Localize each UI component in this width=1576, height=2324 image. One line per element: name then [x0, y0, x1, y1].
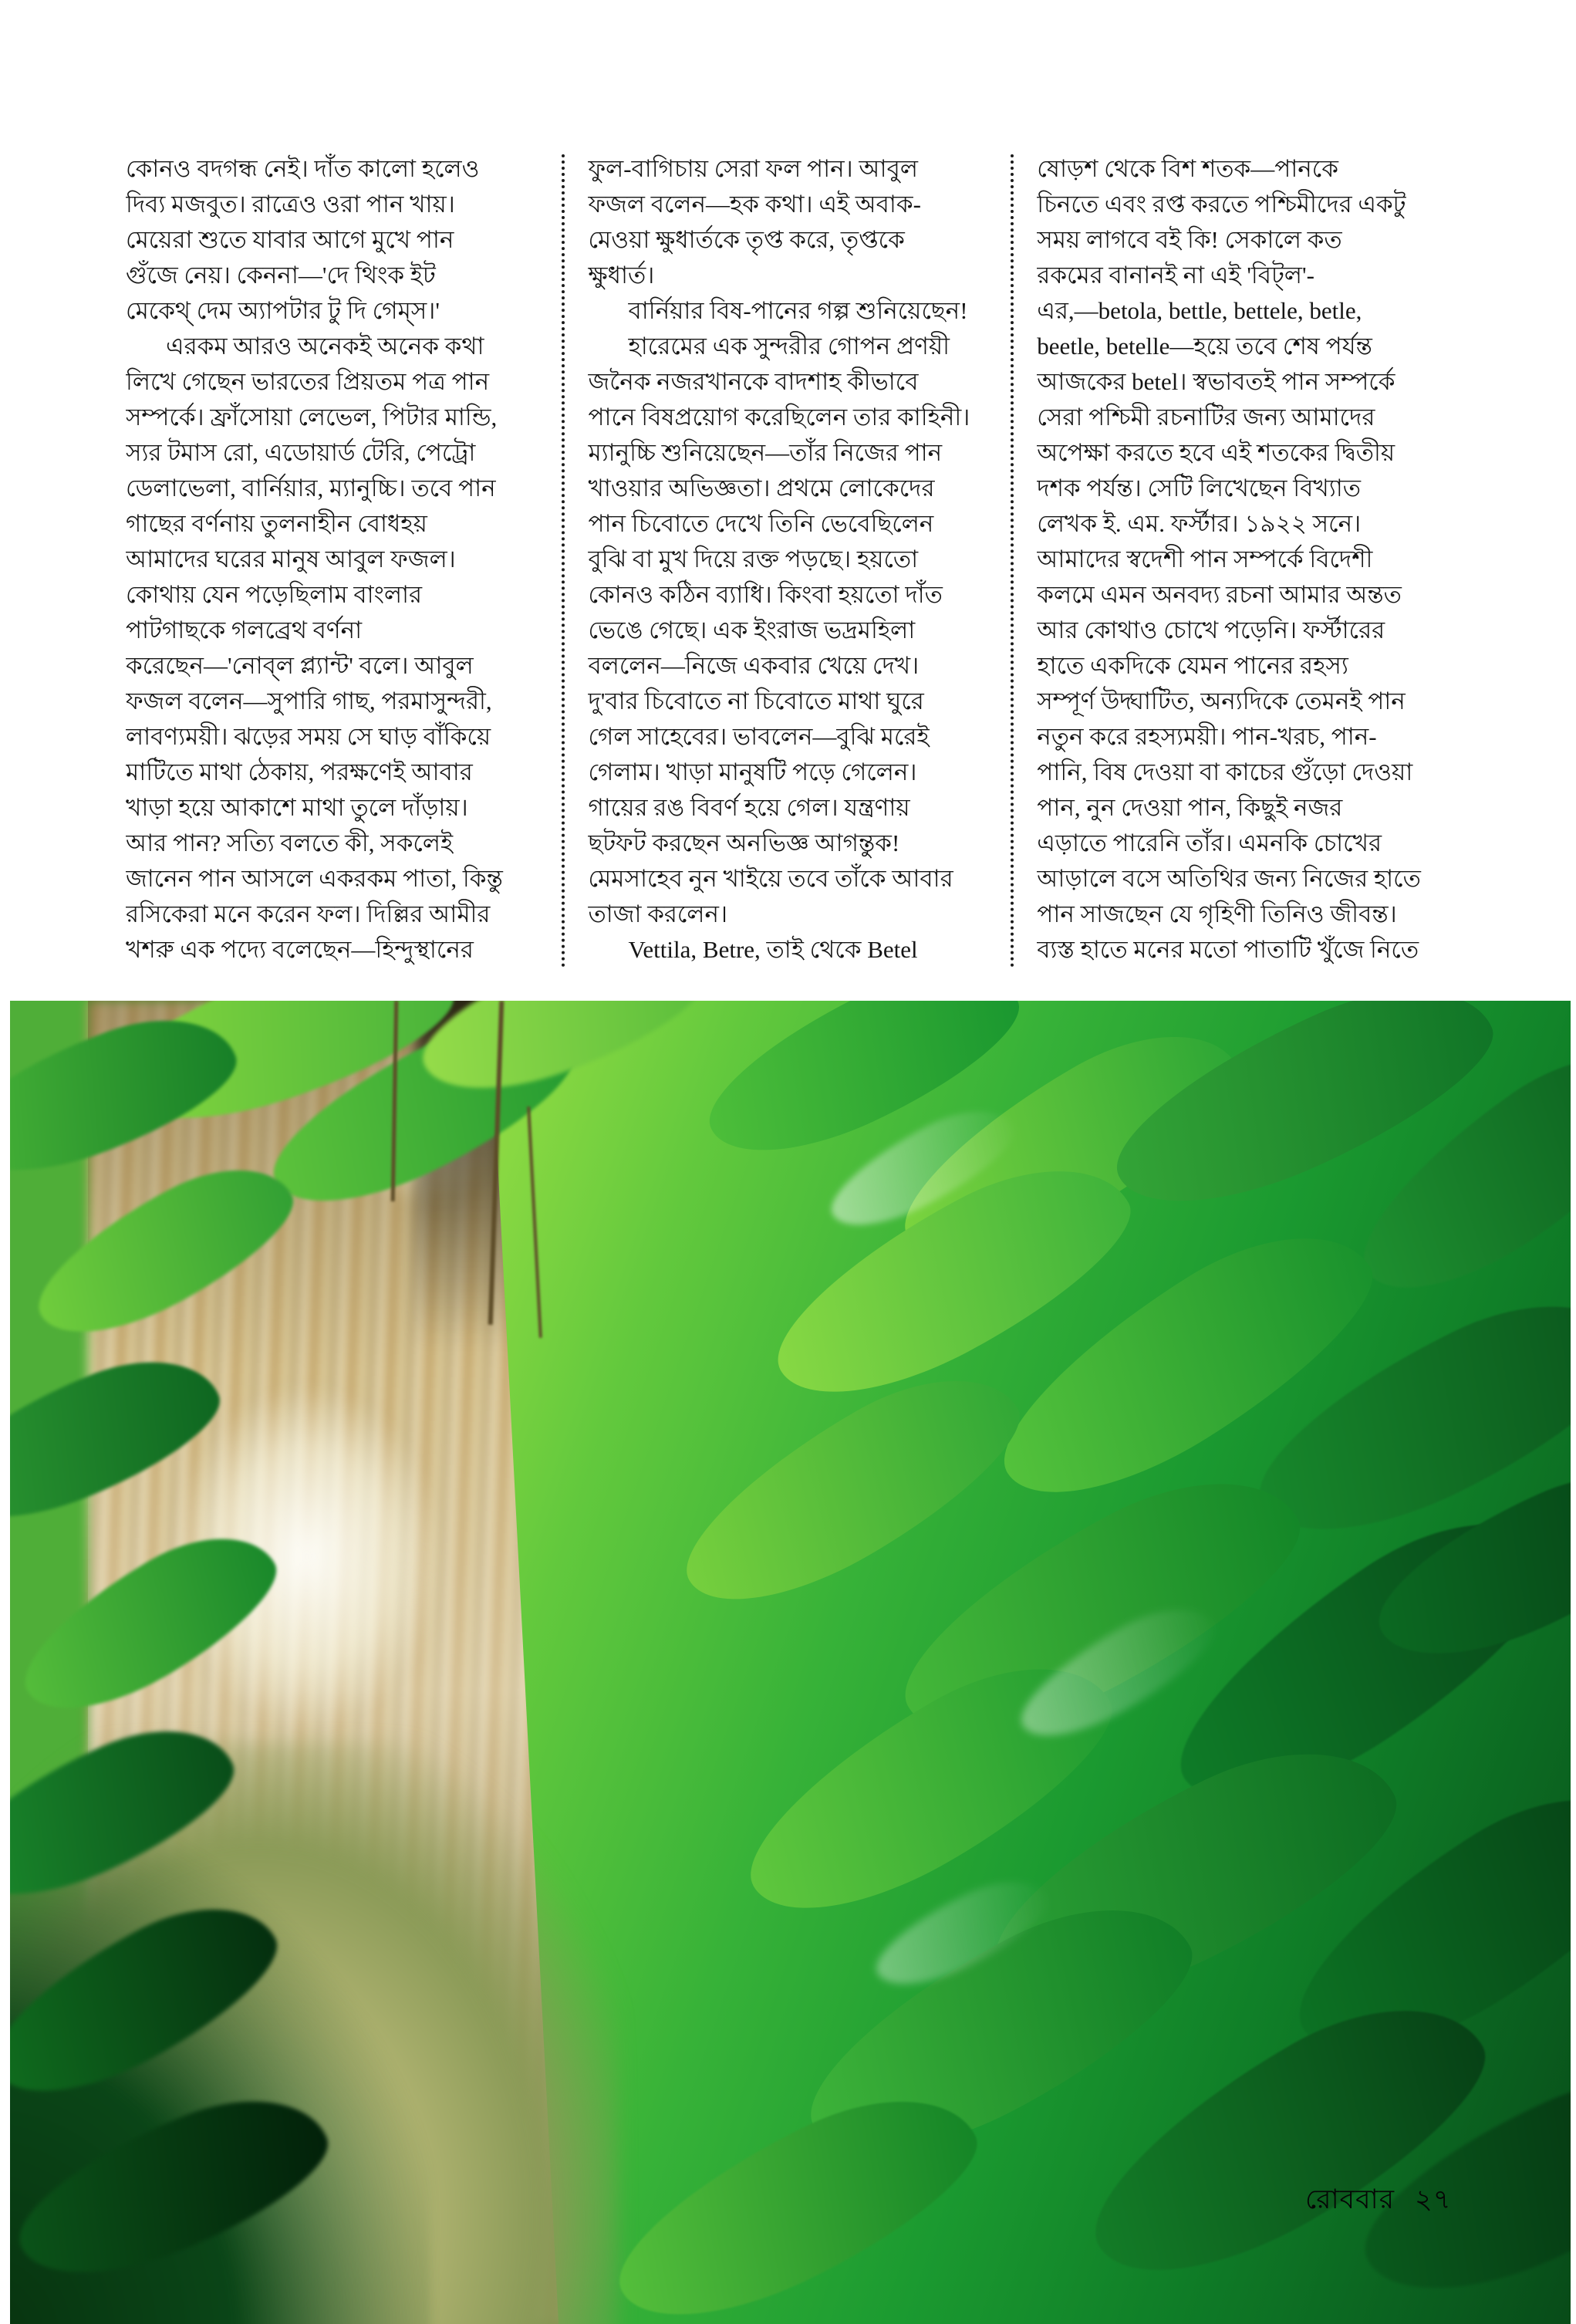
column-divider-dotted [1011, 154, 1014, 968]
text-line: বললেন—নিজে একবার খেয়ে দেখ। [588, 652, 920, 679]
text-line: তাজা করলেন। [588, 900, 728, 927]
text-line: কোনও বদগন্ধ নেই। দাঁত কালো হলেও [126, 155, 480, 182]
text-column-3 [1037, 151, 1480, 968]
text-line: এড়াতে পারেনি তাঁর। এমনকি চোখের [1037, 829, 1382, 856]
text-line: ফজল বলেন—সুপারি গাছ, পরমাসুন্দরী, [126, 687, 492, 714]
article-text-block [126, 151, 1480, 968]
text-line: ছটফট করছেন অনভিজ্ঞ আগন্তুক! [588, 829, 900, 856]
text-line: এর,—betola, bettle, bettele, betle, [1037, 297, 1362, 324]
text-line: আমাদের স্বদেশী পান সম্পর্কে বিদেশী [1037, 546, 1373, 573]
text-line: লিখে গেছেন ভারতের প্রিয়তম পত্র পান [126, 368, 490, 395]
text-line: Vettila, Betre, তাই থেকে Betel [628, 936, 918, 963]
text-line: দিব্য মজবুত। রাত্রেও ওরা পান খায়। [126, 191, 455, 218]
text-line: বার্নিয়ার বিষ-পানের গল্প শুনিয়েছেন! [628, 297, 968, 324]
text-line: পান, নুন দেওয়া পান, কিছুই নজর [1037, 794, 1343, 821]
text-line: পাটগাছকে গলব্রেথ বর্ণনা [126, 616, 363, 643]
text-line: গাছের বর্ণনায় তুলনাহীন বোধহয় [126, 510, 427, 537]
column-divider-dotted [562, 154, 565, 968]
footer-page-number: ২৭ [1414, 2184, 1452, 2214]
text-line: ডেলাভেলা, বার্নিয়ার, ম্যানুচ্চি। তবে পান [126, 475, 496, 502]
text-line: মেয়েরা শুতে যাবার আগে মুখে পান [126, 226, 454, 253]
text-line: খশরু এক পদ্যে বলেছেন—হিন্দুস্থানের [126, 936, 474, 963]
text-line: মাটিতে মাথা ঠেকায়, পরক্ষণেই আবার [126, 758, 473, 785]
text-line: রসিকেরা মনে করেন ফল। দিল্লির আমীর [126, 900, 491, 927]
text-line: কোথায় যেন পড়েছিলাম বাংলার [126, 581, 423, 608]
text-line: খাওয়ার অভিজ্ঞতা। প্রথমে লোকেদের [588, 475, 935, 502]
text-line: পানে বিষপ্রয়োগ করেছিলেন তার কাহিনী। [588, 404, 970, 431]
text-line: রকমের বানানই না এই 'বিট্‌ল'- [1037, 262, 1314, 289]
text-line: জনৈক নজরখানকে বাদশাহ কীভাবে [588, 368, 919, 395]
text-line: দশক পর্যন্ত। সেটি লিখেছেন বিখ্যাত [1037, 475, 1362, 502]
text-line: সেরা পশ্চিমী রচনাটির জন্য আমাদের [1037, 404, 1375, 431]
text-line: আমাদের ঘরের মানুষ আবুল ফজল। [126, 546, 456, 573]
betel-garden-photo [10, 1001, 1571, 2324]
text-line: পানি, বিষ দেওয়া বা কাচের গুঁড়ো দেওয়া [1037, 758, 1413, 785]
text-line: গেল সাহেবের। ভাবলেন—বুঝি মরেই [588, 723, 930, 750]
text-line: ম্যানুচ্চি শুনিয়েছেন—তাঁর নিজের পান [588, 439, 943, 466]
text-line: ষোড়শ থেকে বিশ শতক—পানকে [1037, 155, 1338, 182]
text-line: নতুন করে রহস্যময়ী। পান-খরচ, পান- [1037, 723, 1377, 750]
text-line: সম্পর্কে। ফ্রাঁসোয়া লেভেল, পিটার মান্ডি, [126, 404, 498, 431]
text-line: জানেন পান আসলে একরকম পাতা, কিন্তু [126, 865, 503, 892]
text-line: ক্ষুধার্ত। [588, 262, 655, 289]
text-line: ভেঙে গেছে। এক ইংরাজ ভদ্রমহিলা [588, 616, 916, 643]
text-line: করেছেন—'নোব্‌ল প্ল্যান্ট' বলে। আবুল [126, 652, 474, 679]
text-line: দু'বার চিবোতে না চিবোতে মাথা ঘুরে [588, 687, 924, 714]
text-line: আর পান? সত্যি বলতে কী, সকলেই [126, 829, 454, 856]
text-column-2 [588, 151, 987, 968]
text-line: পান সাজছেন যে গৃহিণী তিনিও জীবন্ত। [1037, 900, 1397, 927]
text-line: অপেক্ষা করতে হবে এই শতকের দ্বিতীয় [1037, 439, 1395, 466]
text-line: গায়ের রঙ বিবর্ণ হয়ে গেল। যন্ত্রণায় [588, 794, 910, 821]
text-line: হারেমের এক সুন্দরীর গোপন প্রণয়ী [628, 333, 950, 360]
text-line: সময় লাগবে বই কি! সেকালে কত [1037, 226, 1342, 253]
text-line: সম্পূর্ণ উদ্ঘাটিত, অন্যদিকে তেমনই পান [1037, 687, 1406, 714]
text-line: বুঝি বা মুখ দিয়ে রক্ত পড়ছে। হয়তো [588, 546, 919, 573]
text-line: ফজল বলেন—হক কথা। এই অবাক- [588, 191, 921, 218]
text-line: পান চিবোতে দেখে তিনি ভেবেছিলেন [588, 510, 934, 537]
text-line: গেলাম। খাড়া মানুষটি পড়ে গেলেন। [588, 758, 917, 785]
text-line: ফুল-বাগিচায় সেরা ফল পান। আবুল [588, 155, 918, 182]
text-line: খাড়া হয়ে আকাশে মাথা তুলে দাঁড়ায়। [126, 794, 468, 821]
text-line: চিনতে এবং রপ্ত করতে পশ্চিমীদের একটু [1037, 191, 1406, 218]
text-line: এরকম আরও অনেকই অনেক কথা [166, 333, 484, 360]
text-line: স্যর টমাস রো, এডোয়ার্ড টেরি, পেট্রো [126, 439, 476, 466]
text-line: beetle, betelle—হয়ে তবে শেষ পর্যন্ত [1037, 333, 1372, 360]
text-line: আজকের betel। স্বভাবতই পান সম্পর্কে [1037, 368, 1395, 395]
text-line: লেখক ই. এম. ফর্স্টার। ১৯২২ সনে। [1037, 510, 1362, 537]
text-line: লাবণ্যময়ী। ঝড়ের সময় সে ঘাড় বাঁকিয়ে [126, 723, 491, 750]
text-line: কলমে এমন অনবদ্য রচনা আমার অন্তত [1037, 581, 1402, 608]
text-line: গুঁজে নেয়। কেননা—'দে থিংক ইট [126, 262, 436, 289]
page-footer [1305, 2178, 1451, 2224]
text-line: ব্যস্ত হাতে মনের মতো পাতাটি খুঁজে নিতে [1037, 936, 1419, 963]
text-line: আড়ালে বসে অতিথির জন্য নিজের হাতে [1037, 865, 1421, 892]
text-line: মেওয়া ক্ষুধার্তকে তৃপ্ত করে, তৃপ্তকে [588, 226, 905, 253]
footer-section-label: রোববার [1305, 2184, 1395, 2214]
text-line: মেমসাহেব নুন খাইয়ে তবে তাঁকে আবার [588, 865, 953, 892]
text-line: হাতে একদিকে যেমন পানের রহস্য [1037, 652, 1348, 679]
text-line: আর কোথাও চোখে পড়েনি। ফর্স্টারের [1037, 616, 1385, 643]
text-line: কোনও কঠিন ব্যাধি। কিংবা হয়তো দাঁত [588, 581, 943, 608]
text-column-1 [126, 151, 538, 968]
text-line: মেকেথ্ দেম অ্যাপটার টু দি গেম্‌স।' [126, 297, 440, 324]
